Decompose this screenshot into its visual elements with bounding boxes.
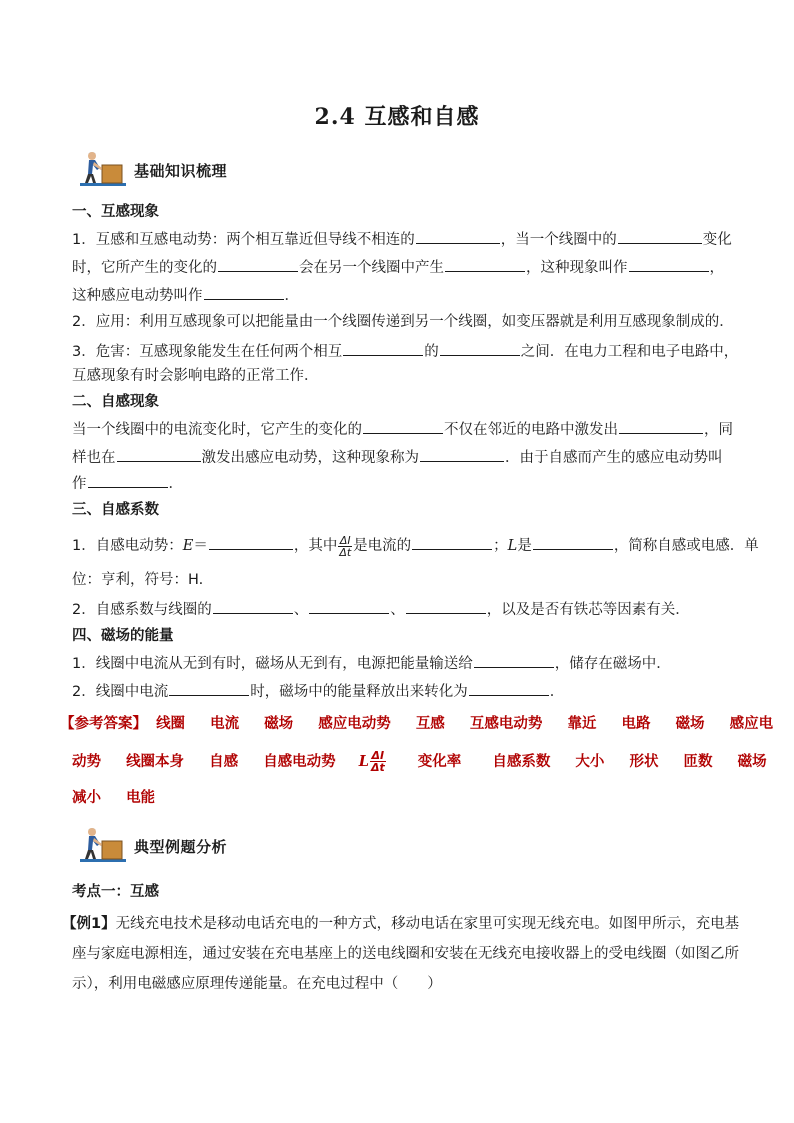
key-point-heading: 考点一：互感 [72, 884, 159, 900]
answer-item: 感应电 [729, 716, 774, 732]
section-heading: 基础知识梳理 [134, 162, 228, 180]
page-title: 2.4 互感和自感 [314, 104, 480, 130]
answer-item: 磁场 [737, 753, 767, 770]
fill-blank[interactable] [416, 228, 500, 244]
fill-blank[interactable] [469, 680, 549, 696]
answer-key-row [72, 788, 732, 808]
subheading-self-induction: 二、自感现象 [72, 394, 159, 410]
answer-item: 匝数 [683, 753, 713, 770]
paragraph-line: 当一个线圈中的电流变化时，它产生的变化的 不仅在邻近的电路中激发出 ，同 [72, 418, 732, 440]
answer-item: 互感电动势 [469, 716, 543, 732]
section-header-examples [80, 826, 380, 866]
fill-blank[interactable] [629, 256, 709, 272]
fill-blank[interactable] [619, 418, 703, 434]
answer-item: 自感系数 [492, 753, 551, 770]
answer-item: 大小 [575, 753, 605, 770]
answer-item: 减小 [72, 790, 101, 806]
example-text-line: 示），利用电磁感应原理传递能量。在充电过程中（ ） [72, 976, 442, 992]
answer-item: 磁场 [264, 716, 294, 732]
subheading-self-inductance: 三、自感系数 [72, 502, 159, 518]
fill-blank[interactable] [343, 340, 423, 356]
paragraph-line: 2．应用：利用互感现象可以把能量由一个线圈传递到另一个线圈，如变压器就是利用互感现象制成的． [72, 314, 734, 330]
paragraph-line: 2．自感系数与线圈的 、 、 ，以及是否有铁芯等因素有关． [72, 598, 732, 620]
paragraph-line: 互感现象有时会影响电路的正常工作． [72, 368, 319, 384]
answer-item: 靠近 [567, 716, 597, 732]
pushing-box-icon [80, 826, 126, 864]
fill-blank[interactable] [218, 256, 298, 272]
answer-formula: L $\frac{\Delta I}{\Delta t}$ [358, 749, 385, 774]
paragraph-line: 时，它所产生的变化的 会在另一个线圈中产生 ，这种现象叫作 ， [72, 256, 732, 278]
fill-blank[interactable] [474, 652, 554, 668]
fill-blank[interactable] [440, 340, 520, 356]
answer-item: 自感电动势 [263, 753, 336, 770]
fill-blank[interactable] [618, 228, 702, 244]
pushing-box-icon [80, 150, 126, 188]
answer-item: 感应电动势 [318, 716, 391, 732]
fill-blank[interactable] [420, 446, 504, 462]
fill-blank[interactable] [209, 534, 293, 550]
fill-blank[interactable] [406, 598, 486, 614]
answer-item: 线圈 [156, 716, 186, 732]
paragraph-line: 1．自感电动势：E＝ ，其中 $\frac{\Delta I}{\Delta t}$ 是电流的 ；L是 ，简称自感或电感．单 [72, 533, 759, 559]
answer-item: 电路 [621, 716, 651, 732]
answer-item: 磁场 [675, 716, 705, 732]
paragraph-line: 位：亨利，符号：H. [72, 572, 204, 588]
answer-item: 变化率 [417, 753, 462, 770]
fill-blank[interactable] [533, 534, 613, 550]
paragraph-line: 1．线圈中电流从无到有时，磁场从无到有，电源把能量输送给 ，储存在磁场中． [72, 652, 732, 674]
answer-label: 【参考答案】 [60, 716, 147, 732]
fill-blank[interactable] [88, 472, 168, 488]
section-heading: 典型例题分析 [134, 838, 228, 856]
fill-blank[interactable] [117, 446, 201, 462]
subheading-mutual-induction: 一、互感现象 [72, 204, 159, 220]
fraction-delta-i-delta-t: $\frac{\Delta I}{\Delta t}$ [339, 533, 352, 559]
fill-blank[interactable] [213, 598, 293, 614]
answer-item: 自感 [209, 753, 239, 770]
fill-blank[interactable] [309, 598, 389, 614]
fill-blank[interactable] [363, 418, 443, 434]
answer-item: 形状 [629, 753, 659, 770]
fill-blank[interactable] [169, 680, 249, 696]
answer-item: 互感 [415, 716, 445, 732]
paragraph-line: 这种感应电动势叫作 ． [72, 284, 732, 306]
paragraph-line: 3．危害：互感现象能发生在任何两个相互 的 之间．在电力工程和电子电路中， [72, 340, 732, 362]
example-text-line: 【例1】无线充电技术是移动电话充电的一种方式，移动电话在家里可实现无线充电。如图甲所示，充电基 [62, 916, 740, 932]
paragraph-line: 样也在 激发出感应电动势，这种现象称为 ．由于自感而产生的感应电动势叫 [72, 446, 732, 468]
section-header-basics [80, 150, 380, 190]
example-label: 【例1】 [62, 916, 116, 932]
paragraph-line: 作 ． [72, 472, 732, 494]
subheading-magnetic-energy: 四、磁场的能量 [72, 628, 174, 644]
answer-item: 电流 [210, 716, 240, 732]
answer-key-row [72, 749, 767, 774]
paragraph-line: 2．线圈中电流 时，磁场中的能量释放出来转化为 ． [72, 680, 732, 702]
fill-blank[interactable] [204, 284, 284, 300]
answer-item: 电能 [126, 790, 156, 806]
example-text-line: 座与家庭电源相连，通过安装在充电基座上的送电线圈和安装在无线充电接收器上的受电线圈（如图乙所 [72, 946, 739, 962]
answer-item: 动势 [72, 753, 101, 770]
paragraph-line: 1．互感和互感电动势：两个相互靠近但导线不相连的 ，当一个线圈中的 变化 [72, 228, 732, 250]
answer-key-row [60, 714, 774, 734]
fill-blank[interactable] [445, 256, 525, 272]
fill-blank[interactable] [412, 534, 492, 550]
answer-item: 线圈本身 [126, 753, 185, 770]
